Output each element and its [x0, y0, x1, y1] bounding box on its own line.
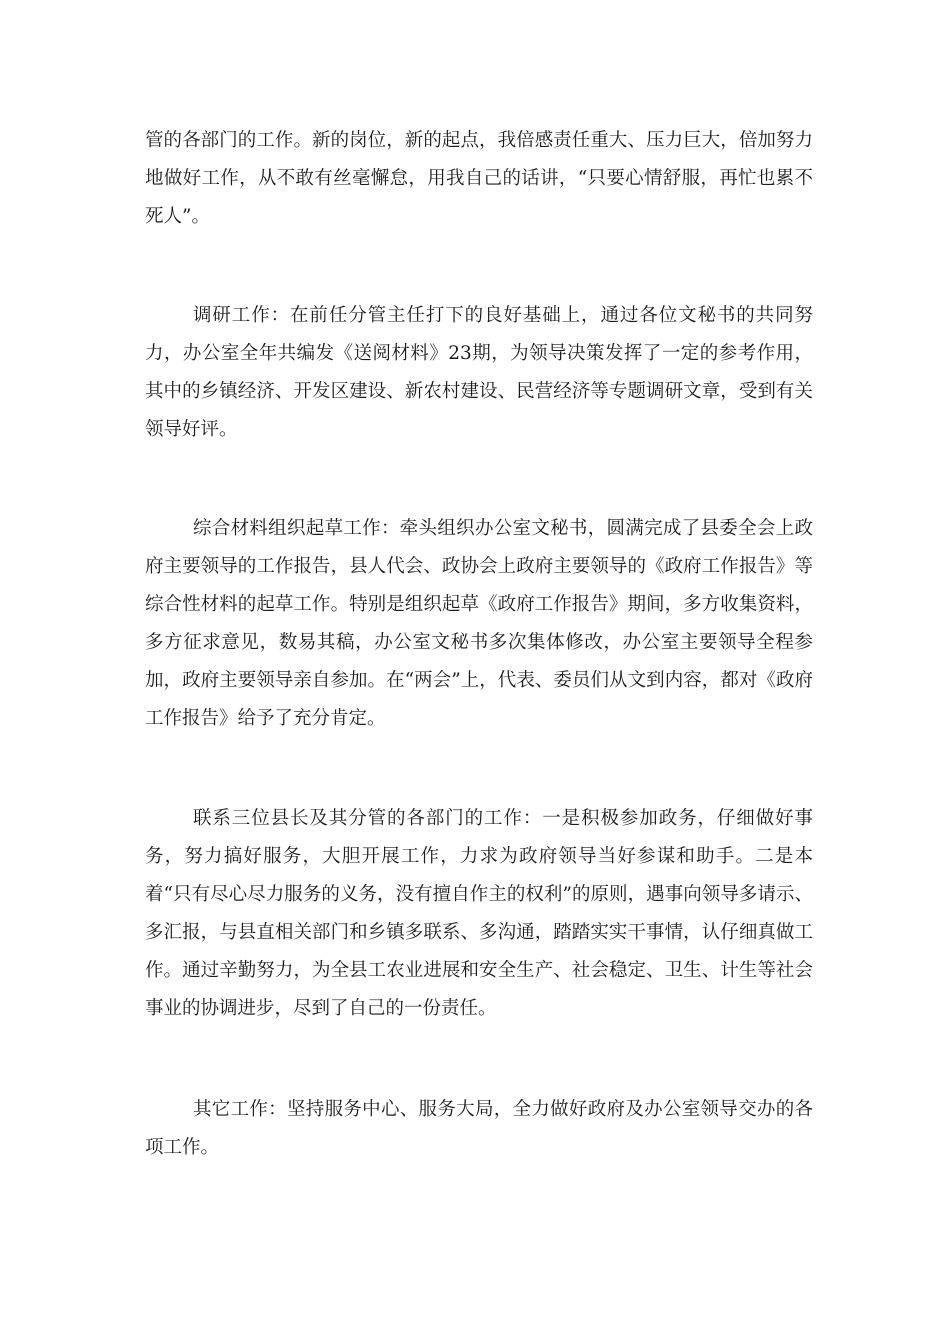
paragraph-drafting-work: 综合材料组织起草工作：牵头组织办公室文秘书，圆满完成了县委全会上政府主要领导的工作报告，县人代会、政协会上政府主要领导的《政府工作报告》等综合性材料的起草工作。特别是组织起草《政府工作报告》期间，多方收集资料，多方征求意见，数易其稿，办公室文秘书多次集体修改，办公室主要领导全程参加，政府主要领导亲自参加。在“两会”上，代表、委员们从文到内容，都对《政府工作报告》给予了充分肯定。	[145, 518, 813, 729]
paragraph-research-work: 调研工作：在前任分管主任打下的良好基础上，通过各位文秘书的共同努力，办公室全年共编发《送阅材料》23期，为领导决策发挥了一定的参考作用，其中的乡镇经济、开发区建设、新农村建设、民营经济等专题调研文章，受到有关领导好评。	[145, 305, 813, 440]
paragraph-continuation: 管的各部门的工作。新的岗位，新的起点，我倍感责任重大、压力巨大，倍加努力地做好工作，从不敢有丝毫懈怠，用我自己的话讲，“只要心情舒服，再忙也累不死人”。	[145, 130, 813, 227]
paragraph-other-work: 其它工作：坚持服务中心、服务大局，全力做好政府及办公室领导交办的各项工作。	[145, 1099, 813, 1158]
paragraph-liaison-work: 联系三位县长及其分管的各部门的工作：一是积极参加政务，仔细做好事务，努力搞好服务，大胆开展工作，力求为政府领导当好参谋和助手。二是本着“只有尽心尽力服务的义务，没有擅自作主的权利”的原则，遇事向领导多请示、多汇报，与县直相关部门和乡镇多联系、多沟通，踏踏实实干事情，认仔细真做工作。通过辛勤努力，为全县工农业进展和安全生产、社会稳定、卫生、计生等社会事业的协调进步，尽到了自己的一份责任。	[145, 808, 813, 1019]
